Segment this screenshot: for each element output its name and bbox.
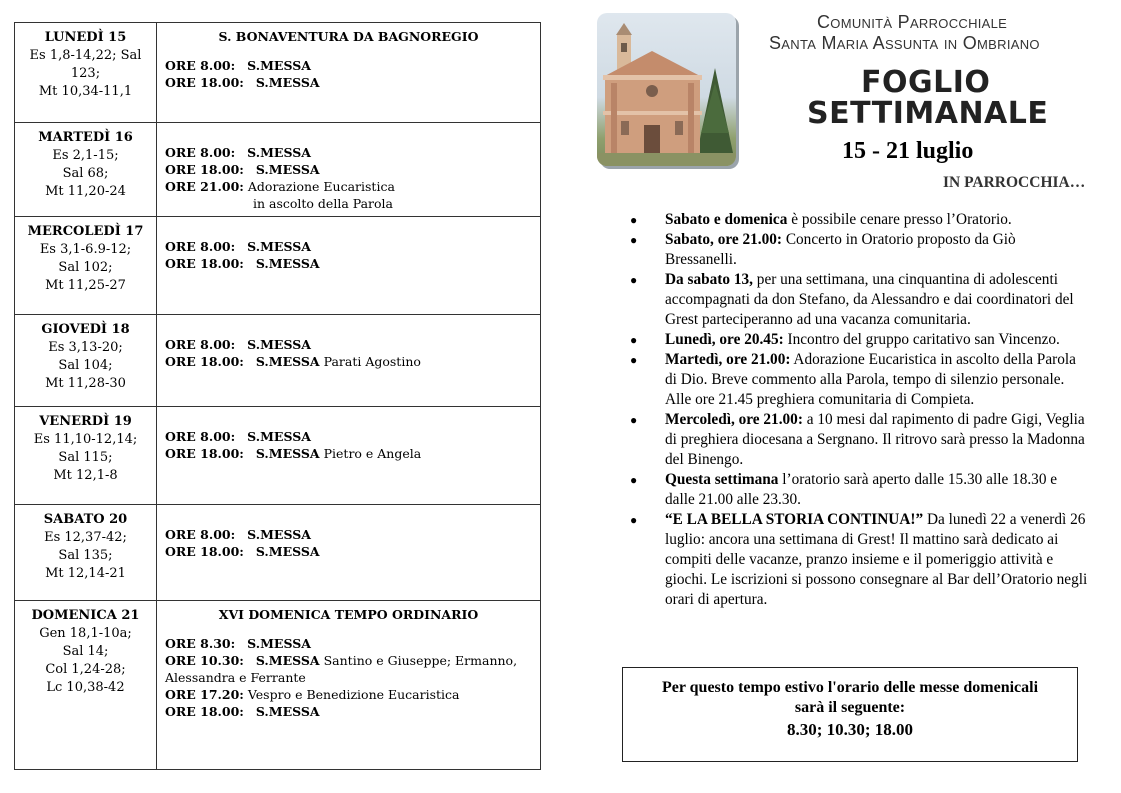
notice-text: Concerto in Oratorio proposto da Giò Bressanelli. — [665, 231, 1016, 268]
events-cell — [157, 407, 541, 505]
event-note: Santino e Giuseppe; Ermanno, Alessandra e Ferrante — [165, 653, 518, 685]
event-line — [165, 526, 532, 543]
day-cell — [15, 123, 157, 217]
day-cell — [15, 407, 157, 505]
schedule-row — [15, 407, 541, 505]
event-note: Pietro e Angela — [323, 446, 422, 461]
events-cell — [157, 123, 541, 217]
event-time: ORE 18.00: — [165, 256, 244, 271]
day-cell — [15, 23, 157, 123]
notice-text: è possibile cenare presso l’Oratorio. — [787, 211, 1012, 228]
event-time: ORE 18.00: — [165, 446, 244, 461]
notice-text: Incontro del gruppo caritativo san Vincenzo. — [783, 331, 1060, 348]
title-foglio: FOGLIO — [861, 65, 991, 100]
day-cell — [15, 505, 157, 601]
events-cell — [157, 505, 541, 601]
day-readings: Es 1,8-14,22; Sal 123; Mt 10,34-11,1 — [29, 48, 142, 99]
event-line — [165, 238, 532, 255]
day-name: DOMENICA 21 — [31, 608, 140, 623]
schedule-row — [15, 505, 541, 601]
event-time: ORE 18.00: — [165, 354, 244, 369]
event-line — [165, 428, 532, 445]
day-readings: Es 11,10-12,14; Sal 115; Mt 12,1-8 — [33, 432, 138, 483]
notice-bold: Sabato, ore 21.00: — [665, 231, 782, 248]
schedule-row — [15, 315, 541, 407]
notice-bold: Questa settimana — [665, 471, 779, 488]
events-cell — [157, 601, 541, 770]
feast-title: XVI DOMENICA TEMPO ORDINARIO — [218, 607, 479, 622]
event-label: S.MESSA — [255, 256, 320, 271]
schedule-row — [15, 23, 541, 123]
day-name: MERCOLEDÌ 17 — [27, 224, 144, 239]
event-time: ORE 8.00: — [165, 145, 236, 160]
notice-item — [630, 470, 1090, 510]
parish-community-label: Comunità Parrocchiale — [817, 12, 1008, 32]
notice-text: l’oratorio sarà aperto dalle 15.30 alle 18.30 e dalle 21.00 alle 23.30. — [665, 471, 1058, 508]
event-note: Vespro e Benedizione Eucaristica — [247, 687, 460, 702]
notice-text: per una settimana, una cinquantina di adolescenti accompagnati da don Stefano, da Alessandro e dai coordinatori del Grest parteciperanno ad una vacanza comunitaria. — [665, 271, 1074, 328]
notice-bold: Da sabato 13, — [665, 271, 753, 288]
notice-item — [630, 350, 1090, 410]
event-line — [165, 353, 532, 370]
event-label: S.MESSA — [247, 239, 311, 254]
event-label: S.MESSA — [255, 75, 320, 90]
event-line — [165, 74, 532, 91]
parish-name: Santa Maria Assunta in Ombriano — [769, 33, 1040, 53]
schedule-row — [15, 601, 541, 770]
event-time: ORE 18.00: — [165, 544, 244, 559]
feast-title: S. BONAVENTURA DA BAGNOREGIO — [218, 29, 479, 44]
schedule-row — [15, 123, 541, 217]
event-line — [165, 543, 532, 560]
notice-bold: “E LA BELLA STORIA CONTINUA!” — [665, 511, 924, 528]
summer-box-line2: sarà il seguente: — [794, 699, 906, 716]
notice-bold: Martedì, ore 21.00: — [665, 351, 791, 368]
event-time: ORE 8.30: — [165, 636, 236, 651]
bullet-icon: ● — [630, 233, 638, 247]
bullet-icon: ● — [630, 273, 638, 287]
event-line — [165, 57, 532, 74]
event-time: ORE 8.00: — [165, 239, 236, 254]
church-photo — [597, 13, 736, 166]
event-line — [165, 635, 532, 652]
event-time: ORE 10.30: — [165, 653, 244, 668]
notice-item — [630, 270, 1090, 330]
notice-item — [630, 230, 1090, 270]
event-line — [165, 255, 532, 272]
day-cell — [15, 601, 157, 770]
notice-bold: Sabato e domenica — [665, 211, 788, 228]
weekly-schedule-table — [14, 22, 541, 770]
event-line — [165, 652, 532, 686]
day-name: LUNEDÌ 15 — [44, 30, 127, 45]
event-time: ORE 18.00: — [165, 162, 244, 177]
event-label: S.MESSA — [247, 337, 311, 352]
day-name: VENERDÌ 19 — [39, 414, 132, 429]
bullet-icon: ● — [630, 413, 638, 427]
event-line — [165, 144, 532, 161]
summer-mass-times: 8.30; 10.30; 18.00 — [786, 720, 914, 739]
bullet-icon: ● — [630, 353, 638, 367]
notice-bold: Lunedì, ore 20.45: — [665, 331, 784, 348]
notices-list — [630, 210, 1090, 610]
bullet-icon: ● — [630, 213, 638, 227]
event-line — [165, 336, 532, 353]
event-note: Parati Agostino — [323, 354, 421, 369]
event-label: S.MESSA — [255, 544, 320, 559]
day-readings: Es 2,1-15; Sal 68; Mt 11,20-24 — [45, 148, 126, 199]
day-readings: Gen 18,1-10a; Sal 14; Col 1,24-28; Lc 10,38-42 — [39, 626, 132, 695]
event-label: S.MESSA — [247, 527, 311, 542]
bullet-icon: ● — [630, 473, 638, 487]
day-readings: Es 12,37-42; Sal 135; Mt 12,14-21 — [44, 530, 127, 581]
notice-text: Adorazione Eucaristica in ascolto della Parola di Dio. Breve commento alla Parola, tempo di silenzio personale. Alle ore 21.45 preghiera comunitaria di Compieta. — [665, 351, 1076, 408]
event-label: S.MESSA — [247, 636, 311, 651]
event-label: S.MESSA — [255, 653, 320, 668]
notice-item — [630, 330, 1090, 350]
events-cell — [157, 23, 541, 123]
notice-item — [630, 410, 1090, 470]
events-cell — [157, 315, 541, 407]
event-time: ORE 17.20: — [165, 687, 244, 702]
summer-box-line1: Per questo tempo estivo l'orario delle messe domenicali — [661, 679, 1039, 696]
event-label: S.MESSA — [247, 429, 311, 444]
event-line — [165, 686, 532, 703]
event-label: S.MESSA — [247, 145, 311, 160]
day-name: GIOVEDÌ 18 — [41, 322, 130, 337]
event-label: S.MESSA — [255, 704, 320, 719]
title-settimanale: SETTIMANALE — [807, 96, 1049, 131]
event-time: ORE 21.00: — [165, 179, 244, 194]
event-time: ORE 8.00: — [165, 527, 236, 542]
event-continuation: in ascolto della Parola — [253, 196, 394, 211]
event-line — [165, 161, 532, 178]
day-name: MARTEDÌ 16 — [38, 130, 133, 145]
notice-text: a 10 mesi dal rapimento di padre Gigi, Veglia di preghiera diocesana a Sergnano. Il ritrovo sarà presso la Madonna del Binengo. — [665, 411, 1085, 468]
event-label: S.MESSA — [247, 58, 311, 73]
events-cell — [157, 217, 541, 315]
event-note: Adorazione Eucaristica — [247, 179, 395, 194]
event-label: S.MESSA — [255, 162, 320, 177]
event-time: ORE 18.00: — [165, 75, 244, 90]
notice-item — [630, 510, 1090, 610]
event-label: S.MESSA — [255, 446, 320, 461]
event-time: ORE 8.00: — [165, 337, 236, 352]
event-time: ORE 8.00: — [165, 429, 236, 444]
event-line — [165, 178, 532, 195]
day-readings: Es 3,1-6.9-12; Sal 102; Mt 11,25-27 — [39, 242, 132, 293]
event-time: ORE 8.00: — [165, 58, 236, 73]
bullet-icon: ● — [630, 513, 638, 527]
schedule-row — [15, 217, 541, 315]
event-time: ORE 18.00: — [165, 704, 244, 719]
bullet-icon: ● — [630, 333, 638, 347]
notice-item — [630, 210, 1090, 230]
day-cell — [15, 217, 157, 315]
event-line — [165, 703, 532, 720]
day-cell — [15, 315, 157, 407]
section-heading: IN PARROCCHIA… — [943, 174, 1086, 191]
event-label: S.MESSA — [255, 354, 320, 369]
summer-mass-box — [622, 667, 1078, 762]
notice-text: Da lunedì 22 a venerdì 26 luglio: ancora una settimana di Grest! Il mattino sarà dedicato ai compiti delle vacanze, pranzo insieme e il pomeriggio attività e giochi. Le iscrizioni si possono consegnare al Bar dell’Oratorio negli orari di apertura. — [665, 511, 1088, 608]
day-name: SABATO 20 — [43, 512, 128, 527]
notice-bold: Mercoledì, ore 21.00: — [665, 411, 803, 428]
week-dates: 15 - 21 luglio — [842, 138, 974, 164]
day-readings: Es 3,13-20; Sal 104; Mt 11,28-30 — [45, 340, 126, 391]
event-line — [165, 445, 532, 462]
